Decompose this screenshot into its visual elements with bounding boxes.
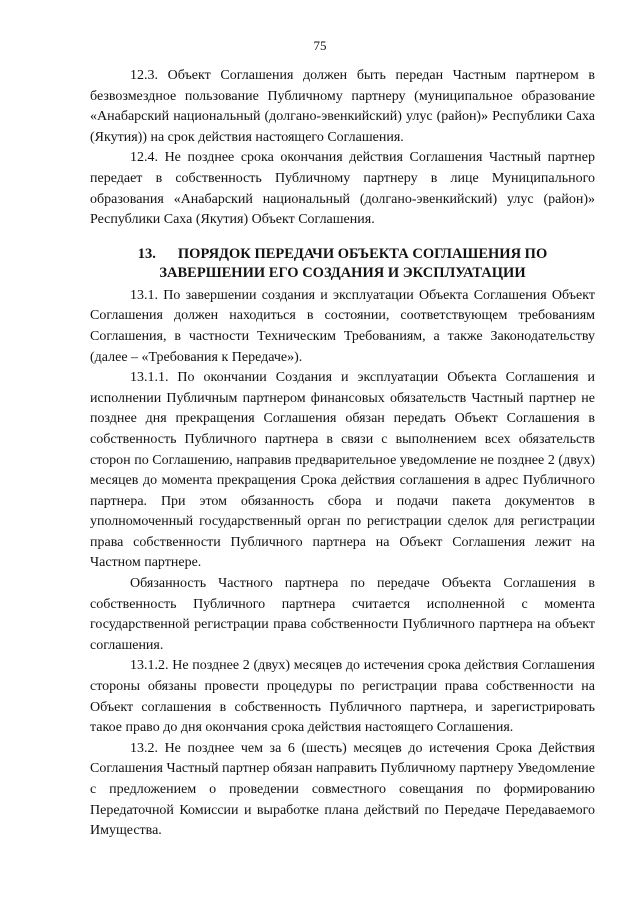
section-heading [90,245,595,284]
section-title: ПОРЯДОК ПЕРЕДАЧИ ОБЪЕКТА СОГЛАШЕНИЯ ПО ЗАВЕРШЕНИИ ЕГО СОЗДАНИЯ И ЭКСПЛУАТАЦИИ [159,245,548,282]
paragraph-13-1-2: 13.1.2. Не позднее 2 (двух) месяцев до истечения срока действия Соглашения стороны обязаны провести процедуры по регистрации права собственности на Объект соглашения в собственность Публичного партнера, и зарегистрировать такое право до дня окончания срока действия настоящего Соглашения. [90,658,595,736]
section-number: 13. [137,245,156,262]
paragraph-obligation: Обязанность Частного партнера по передаче Объекта Соглашения в собственность Публичного партнера считается исполненной с момента государственной регистрации права собственности Публичного партнера на объект соглашения. [90,576,595,653]
page-number: 75 [313,38,327,53]
paragraph-13-2: 13.2. Не позднее чем за 6 (шесть) месяцев до истечения Срока Действия Соглашения Частный партнер обязан направить Публичному партнеру Уведомление с предложением о проведении совместного совещания по формированию Передаточной Комиссии и выработке плана действий по Передаче Передаваемого Имущества. [90,740,595,839]
document-body [90,66,595,842]
paragraph-12-4: 12.4. Не позднее срока окончания действия Соглашения Частный партнер передает в собственность Публичному партнеру в лице Муниципального образования «Анабарский национальный (долгано-эвенкийский) улус (район)» Республики Саха (Якутия) Объект Соглашения. [90,150,595,228]
paragraph-13-1: 13.1. По завершении создания и эксплуатации Объекта Соглашения Объект Соглашения должен находиться в состоянии, соответствующем требованиям Соглашения, в частности Техническим Требованиям, а также Законодательству (далее – «Требования к Передаче»). [90,287,595,365]
paragraph-12-3: 12.3. Объект Соглашения должен быть передан Частным партнером в безвозмездное пользование Публичному партнеру (муниципальное образование «Анабарский национальный (долгано-эвенкийский) улус (район)» Республики Саха (Якутия)) на срок действия настоящего Соглашения. [90,68,595,145]
paragraph-13-1-1: 13.1.1. По окончании Создания и эксплуатации Объекта Соглашения и исполнении Публичным партнером финансовых обязательств Частный партнер не позднее дня прекращения Соглашения обязан передать Объект Соглашения в собственность Публичного партнера в связи с выполнением всех обязательств сторон по Соглашению, направив предварительное уведомление не позднее 2 (двух) месяцев до момента прекращения Срока действия соглашения в адрес Публичного партнера. При этом обязанность сбора и подачи пакета документов в уполномоченный государственный орган по регистрации сделок для регистрации права собственности Публичного партнера на Объект Соглашения лежит на Частном партнере. [90,370,595,571]
